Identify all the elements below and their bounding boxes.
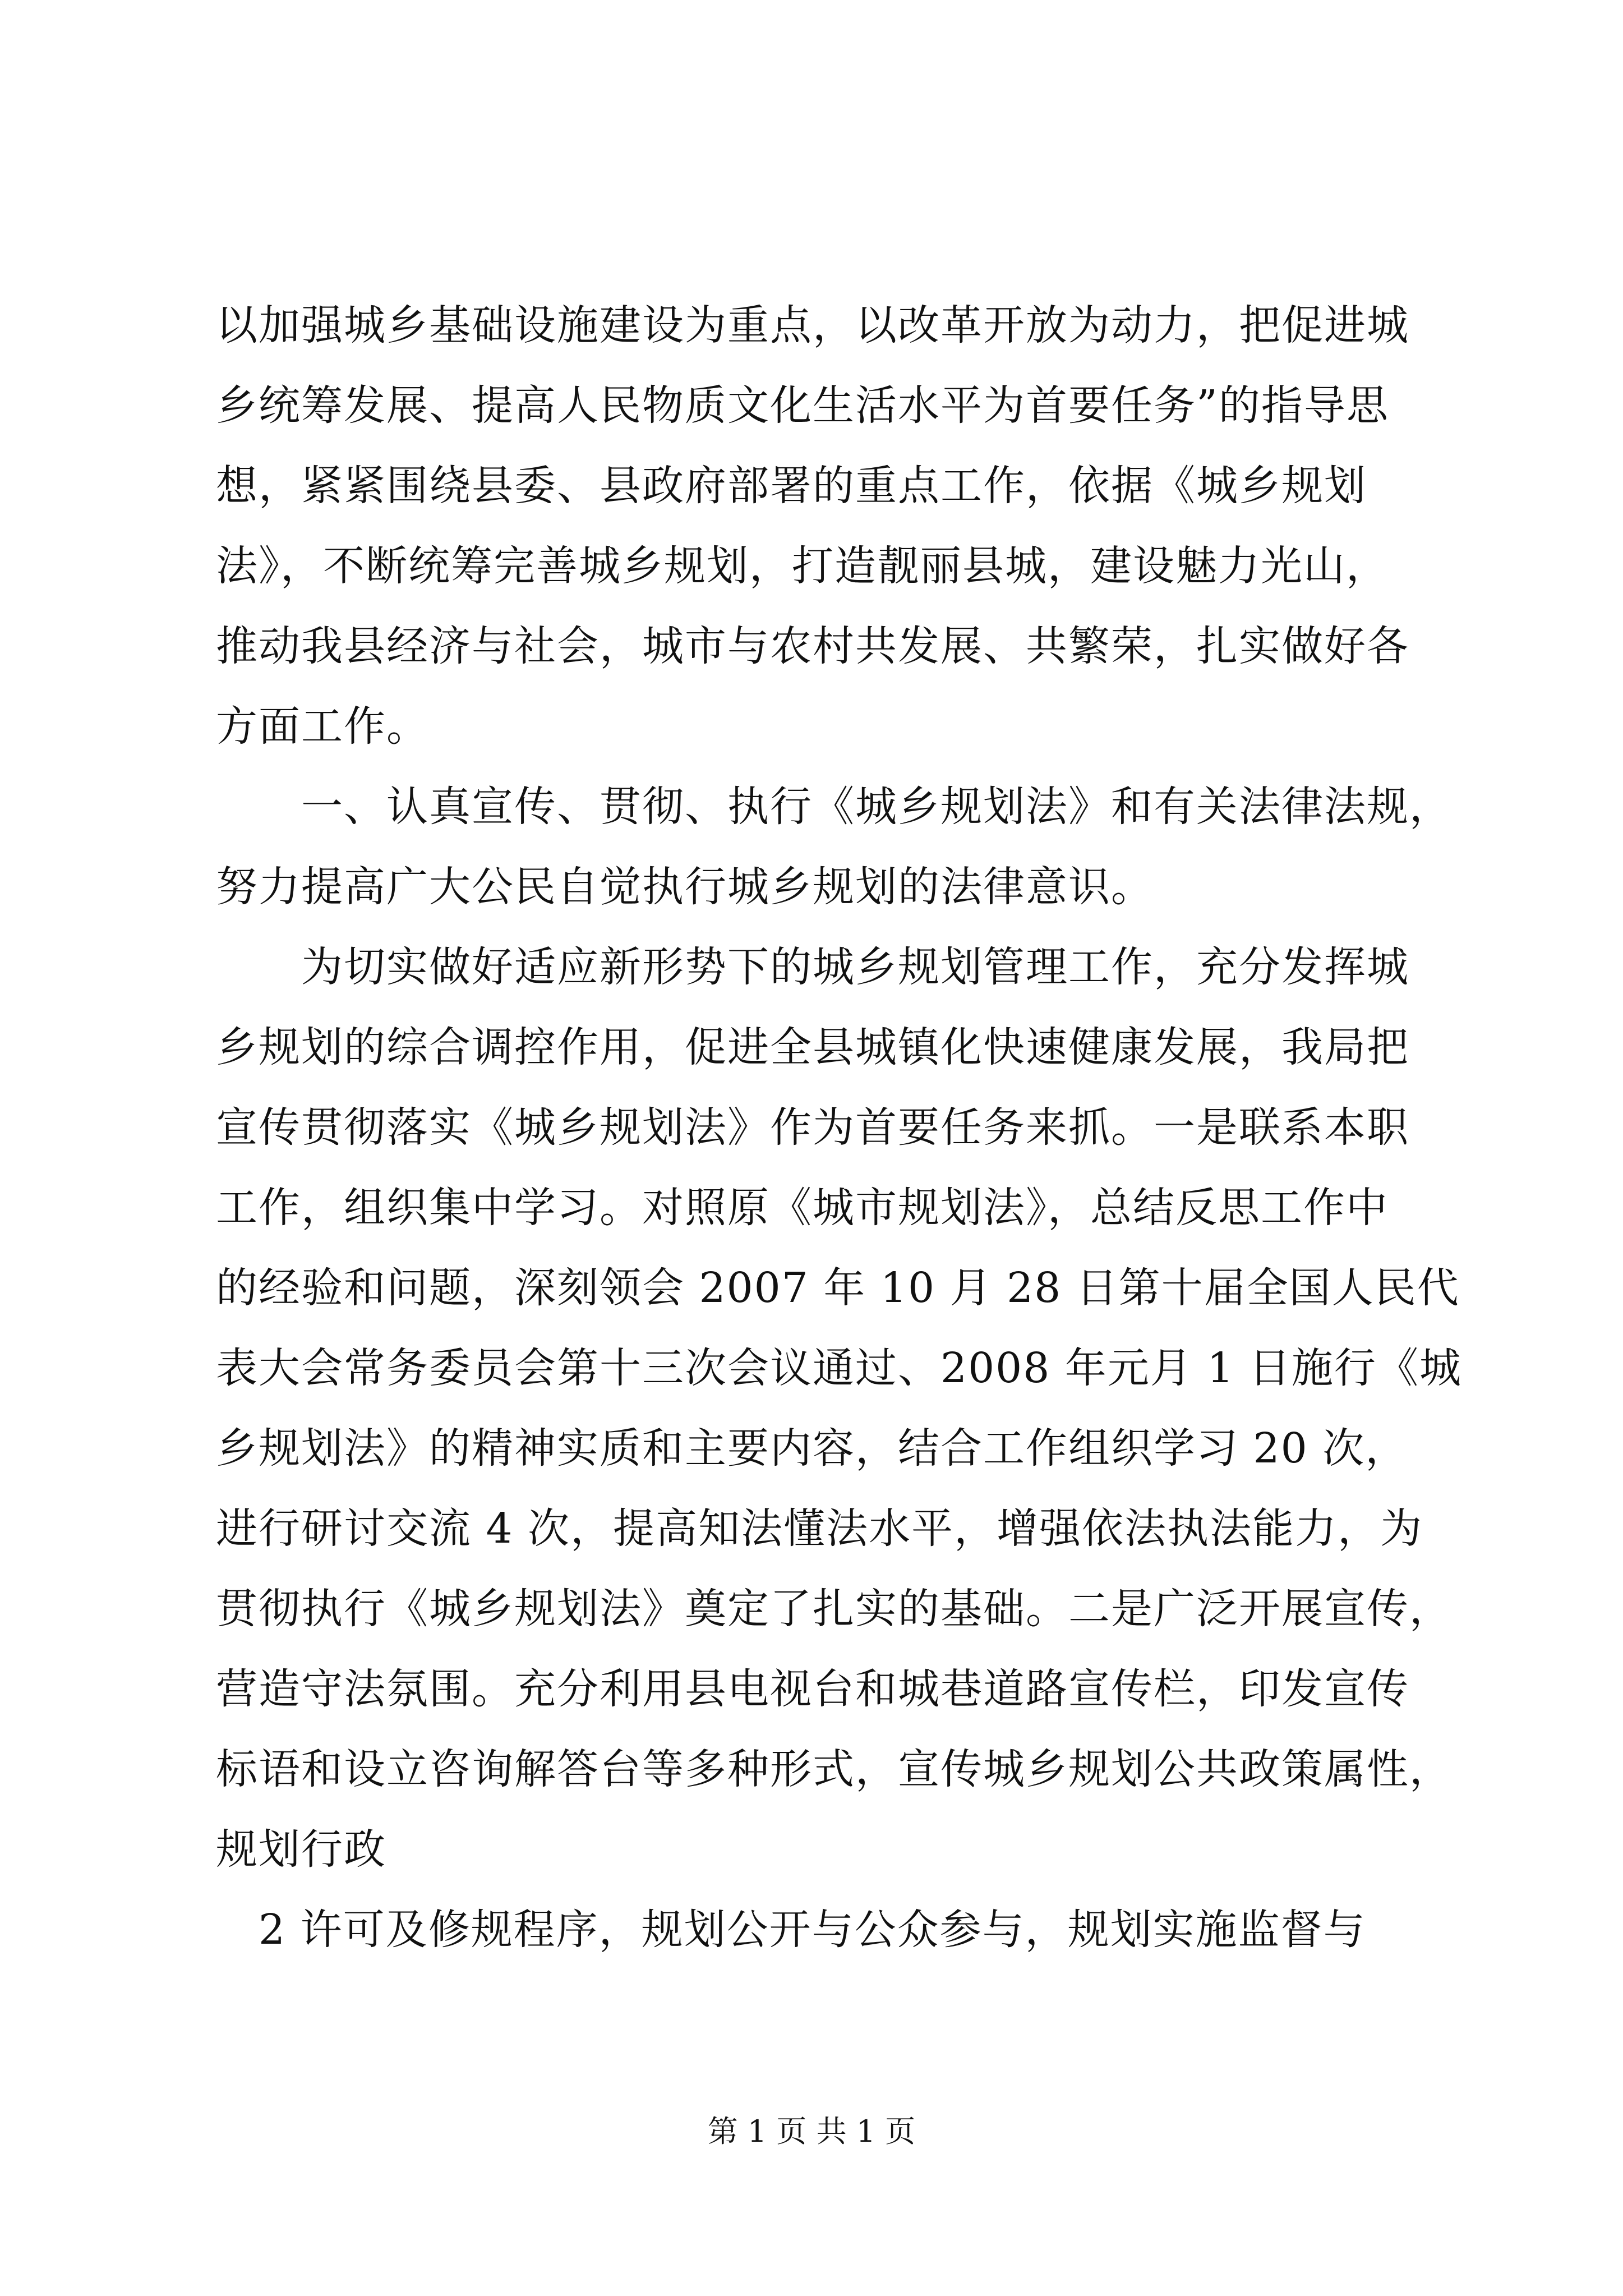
text-line: 的经验和问题，深刻领会 2007 年 10 月 28 日第十届全国人民代 [216, 1264, 1460, 1312]
text-line: 一、认真宣传、贯彻、执行《城乡规划法》和有关法律法规， [216, 783, 1452, 831]
text-line: 法》，不断统筹完善城乡规划，打造靓丽县城，建设魅力光山， [216, 542, 1389, 590]
text-line: 进行研讨交流 4 次，提高知法懂法水平，增强依法执法能力，为 [216, 1504, 1423, 1553]
text-line: 乡规划的综合调控作用，促进全县城镇化快速健康发展，我局把 [216, 1023, 1409, 1071]
text-line: 宣传贯彻落实《城乡规划法》作为首要任务来抓。一是联系本职 [216, 1103, 1409, 1152]
text-line: 乡统筹发展、提高人民物质文化生活水平为首要任务”的指导思 [216, 381, 1389, 430]
text-line: 表大会常务委员会第十三次会议通过、2008 年元月 1 日施行《城 [216, 1344, 1462, 1392]
text-line: 工作，组织集中学习。对照原《城市规划法》，总结反思工作中 [216, 1184, 1389, 1232]
text-line: 方面工作。 [216, 702, 429, 751]
text-line: 为切实做好适应新形势下的城乡规划管理工作，充分发挥城 [216, 943, 1409, 991]
text-line: 2 许可及修规程序，规划公开与公众参与，规划实施监督与 [216, 1906, 1366, 1954]
text-line: 努力提高广大公民自觉执行城乡规划的法律意识。 [216, 863, 1154, 911]
text-line: 以加强城乡基础设施建设为重点，以改革开放为动力，把促进城 [216, 301, 1409, 349]
text-line: 乡规划法》的精神实质和主要内容，结合工作组织学习 20 次， [216, 1424, 1408, 1473]
text-line: 推动我县经济与社会，城市与农村共发展、共繁荣，扎实做好各 [216, 622, 1409, 670]
text-line: 规划行政 [216, 1825, 386, 1874]
text-line: 想，紧紧围绕县委、县政府部署的重点工作，依据《城乡规划 [216, 462, 1367, 510]
text-line: 标语和设立咨询解答台等多种形式，宣传城乡规划公共政策属性， [216, 1745, 1452, 1793]
text-line: 贯彻执行《城乡规划法》奠定了扎实的基础。二是广泛开展宣传， [216, 1585, 1452, 1633]
text-line: 营造守法氛围。充分利用县电视台和城巷道路宣传栏，印发宣传 [216, 1665, 1409, 1713]
page-number-footer: 第 1 页 共 1 页 [707, 2114, 916, 2149]
